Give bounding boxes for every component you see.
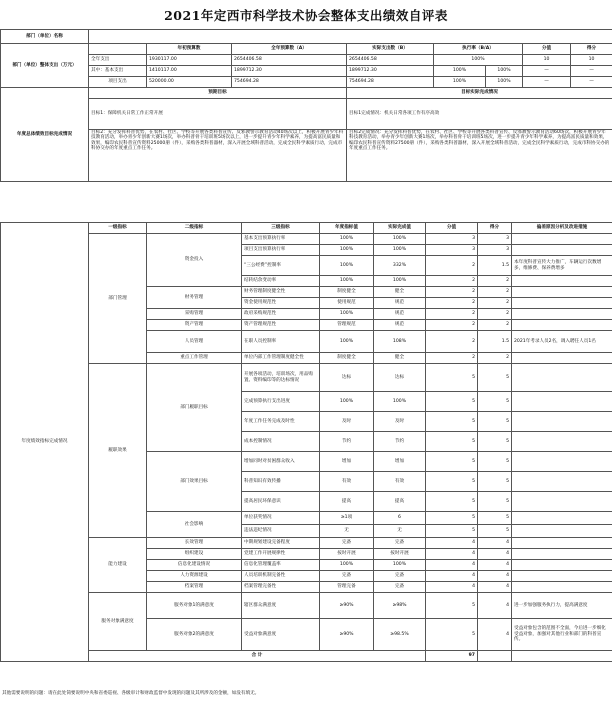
budget-label: 部门（单位）整体支出（万元）	[1, 44, 89, 88]
indicator-table	[0, 222, 612, 662]
actual-cell: 规范	[374, 320, 426, 331]
got-cell: 5	[478, 432, 512, 452]
score-cell: 2	[426, 331, 478, 353]
col-head-actual: 实际支出数（B）	[347, 44, 434, 55]
score-cell: 5	[426, 412, 478, 432]
actual-cell: 完备	[374, 571, 426, 582]
l3-cell: 档案管理完备性	[242, 582, 320, 593]
indicators-side-label: 年度绩效指标完成情况	[1, 223, 89, 662]
got-cell: 2	[478, 287, 512, 298]
score-cell: 5	[426, 392, 478, 412]
score-cell: 2	[426, 353, 478, 364]
footer-note: 其他需要说明的问题：请在此处简要说明中央和省委巡视、各级审计和财政监督中发现的问题及其所涉及的金额，如没有填无。	[2, 691, 260, 696]
l2-archive: 档案管理	[147, 582, 242, 593]
l1-perf: 履职效果	[89, 364, 147, 538]
actual-cell: 规范	[374, 309, 426, 320]
budget-initial: 1410117.00	[147, 66, 232, 77]
col-head-score: 分值	[523, 44, 571, 55]
budget-got: —	[571, 77, 612, 88]
budget-actual: 1899712.30	[347, 66, 434, 77]
actual-cell: 达标	[374, 364, 426, 392]
l3-cell: 资产管理规范性	[242, 320, 320, 331]
l3-cell: 开展各项活动，培训场次，用品购置、资料编印等的达标情况	[242, 364, 320, 392]
col-head-rate: 执行率（B/A）	[434, 44, 523, 55]
page-title: 2021年定西市科学技术协会整体支出绩效自评表	[164, 8, 448, 23]
l3-cell: 科普知识有效传播	[242, 472, 320, 492]
target-cell: ≥90%	[320, 619, 374, 651]
got-cell: 5	[478, 392, 512, 412]
got-cell: 1.5	[478, 256, 512, 276]
actual-cell: 规范	[374, 298, 426, 309]
ind-head-score: 分值	[426, 223, 478, 234]
l2-effect-goal: 部门效果目标	[147, 452, 242, 512]
budget-full: 1899712.30	[232, 66, 347, 77]
score-cell: 3	[426, 234, 478, 245]
l3-cell: 结转结余变动率	[242, 276, 320, 287]
note-cell	[512, 472, 612, 492]
note-cell	[512, 492, 612, 512]
goals-head-actual: 目标实际完成情况	[347, 88, 612, 99]
l3-cell: 单位获奖情况	[242, 512, 320, 525]
score-cell: 2	[426, 298, 478, 309]
l2-fund-input: 资金投入	[147, 234, 242, 287]
l3-cell: 财务管理制度健全性	[242, 287, 320, 298]
score-cell: 4	[426, 549, 478, 560]
got-cell: 5	[478, 452, 512, 472]
score-cell: 5	[426, 512, 478, 525]
l3-cell: 人员培训机制完备性	[242, 571, 320, 582]
actual-cell: 完备	[374, 538, 426, 549]
l3-cell: 信息化管理覆盖率	[242, 560, 320, 571]
target-cell: 按时开展	[320, 549, 374, 560]
l1-dept-mgmt: 部门管理	[89, 234, 147, 364]
score-cell: 5	[426, 525, 478, 538]
l2-info: 信息化建设情况	[147, 560, 242, 571]
got-cell: 5	[478, 364, 512, 392]
score-cell: 5	[426, 619, 478, 651]
l3-cell: 在职人员控制率	[242, 331, 320, 353]
budget-initial: 520000.00	[147, 77, 232, 88]
got-cell: 4	[478, 582, 512, 593]
goal2-actual: 目标2完成情况：充分发挥科普优势，在农村、社区、学校等开展各类科普宣传、反邪教警示教育活动60场次，积极开展青少年科技教育活动，举办青少年创新大赛1场次，举办科普骨干培训班5场次，进一步提升青少年科学素养，为提高富民质量和效果，编印农民科普宣传资料27500册（件），采购各类科普器材，深入开展全域科普活动，完成全民科学素质行动，完成市科协交办的年度重点工作任务。	[347, 130, 612, 182]
l2-key-work: 重点工作管理	[147, 353, 242, 364]
got-cell: 3	[478, 245, 512, 256]
score-cell: 5	[426, 593, 478, 619]
score-cell: 4	[426, 571, 478, 582]
actual-cell: 节约	[374, 432, 426, 452]
got-cell: 4	[478, 571, 512, 582]
ind-head-l1: 一级指标	[89, 223, 147, 234]
target-cell: 及时	[320, 412, 374, 432]
score-cell: 5	[426, 452, 478, 472]
ind-head-got: 得分	[478, 223, 512, 234]
got-cell: 4	[478, 619, 512, 651]
budget-got: —	[571, 66, 612, 77]
l1-capacity: 能力建设	[89, 538, 147, 593]
target-cell: 100%	[320, 392, 374, 412]
ind-head-actual: 实际完成值	[374, 223, 426, 234]
ind-head-note: 偏差原因分析及改进措施	[512, 223, 612, 234]
score-cell: 5	[426, 492, 478, 512]
actual-cell: 健全	[374, 353, 426, 364]
l2-sat-2: 服务对象2的满意度	[147, 619, 242, 651]
got-cell: 2	[478, 320, 512, 331]
got-cell: 4	[478, 549, 512, 560]
actual-cell: 100%	[374, 276, 426, 287]
ind-head-l2: 二级指标	[147, 223, 242, 234]
budget-rate2: 100%	[486, 77, 523, 88]
target-cell: 管理规范	[320, 320, 374, 331]
target-cell: ≥90%	[320, 593, 374, 619]
l3-cell: 年度工作任务完成及时性	[242, 412, 320, 432]
score-cell: 2	[426, 287, 478, 298]
actual-cell: 108%	[374, 331, 426, 353]
target-cell: 节约	[320, 432, 374, 452]
score-cell: 4	[426, 538, 478, 549]
goal1-actual: 目标1完成情况：机关日常各项工作有序高效	[347, 99, 612, 130]
budget-row-name: 项目支出	[89, 77, 147, 88]
got-cell: 5	[478, 412, 512, 432]
l2-duty-goal: 部门履职目标	[147, 364, 242, 452]
l3-cell: 资金使用规范性	[242, 298, 320, 309]
got-cell: 4	[478, 593, 512, 619]
got-cell: 2	[478, 309, 512, 320]
l2-longterm: 长效管理	[147, 538, 242, 549]
target-cell: 有效	[320, 472, 374, 492]
note-cell	[512, 582, 612, 593]
note-cell	[512, 452, 612, 472]
got-cell: 2	[478, 353, 512, 364]
budget-full: 754694.28	[232, 77, 347, 88]
budget-row-name: 全年支出	[89, 55, 147, 66]
l3-cell: 中期规划建设完备程度	[242, 538, 320, 549]
goals-label: 年度总体绩效目标完成情况	[1, 88, 89, 182]
note-cell	[512, 245, 612, 256]
dept-label: 部门（单位）名称	[1, 30, 89, 44]
note-cell	[512, 560, 612, 571]
note-cell	[512, 298, 612, 309]
target-cell: 100%	[320, 331, 374, 353]
score-cell: 2	[426, 276, 478, 287]
actual-cell: ≥98.5%	[374, 619, 426, 651]
l2-personnel: 人员管理	[147, 331, 242, 353]
score-cell: 4	[426, 560, 478, 571]
actual-cell: ≥98%	[374, 593, 426, 619]
l3-cell: 完成预算执行支出进度	[242, 392, 320, 412]
got-cell: 2	[478, 298, 512, 309]
l3-cell: “三公经费”控制率	[242, 256, 320, 276]
got-cell: 4	[478, 560, 512, 571]
note-cell	[512, 353, 612, 364]
note-cell: 进一步加强服务执行力，提高满意度	[512, 593, 612, 619]
l2-finance: 财务管理	[147, 287, 242, 309]
note-cell	[512, 571, 612, 582]
col-head-initial: 年初预算数	[147, 44, 232, 55]
budget-actual: 754694.28	[347, 77, 434, 88]
col-head-got: 得分	[571, 44, 612, 55]
total-value: 97	[426, 651, 478, 662]
score-cell: 2	[426, 309, 478, 320]
actual-cell: 6	[374, 512, 426, 525]
note-cell	[512, 512, 612, 525]
target-cell: ≥1项	[320, 512, 374, 525]
actual-cell: 增加	[374, 452, 426, 472]
dept-value	[89, 30, 612, 44]
target-cell: 提高	[320, 492, 374, 512]
note-cell	[512, 234, 612, 245]
l2-hr: 人力资源建设	[147, 571, 242, 582]
budget-score: —	[523, 66, 571, 77]
target-cell: 制度健全	[320, 353, 374, 364]
score-cell: 2	[426, 320, 478, 331]
budget-rate2: 100%	[486, 66, 523, 77]
note-cell	[512, 364, 612, 392]
budget-got: 10	[571, 55, 612, 66]
goal1-plan: 目标1：保障机关日常工作正常开展	[89, 99, 347, 130]
goals-head-plan: 预期目标	[89, 88, 347, 99]
budget-actual: 2654406.58	[347, 55, 434, 66]
note-cell	[512, 287, 612, 298]
note-cell	[512, 309, 612, 320]
target-cell: 管理完备	[320, 582, 374, 593]
l2-social: 社会影响	[147, 512, 242, 538]
actual-cell: 有效	[374, 472, 426, 492]
got-cell: 5	[478, 525, 512, 538]
budget-score: 10	[523, 55, 571, 66]
score-cell: 5	[426, 364, 478, 392]
note-cell	[512, 412, 612, 432]
target-cell: 达标	[320, 364, 374, 392]
got-cell: 4	[478, 538, 512, 549]
l3-cell: 政府采购规范性	[242, 309, 320, 320]
score-cell: 5	[426, 432, 478, 452]
budget-rate: 100%	[434, 66, 486, 77]
target-cell: 无	[320, 525, 374, 538]
target-cell: 100%	[320, 256, 374, 276]
note-cell: 本年度科普宣传大力推广，车辆运行次数增多，维修费、保养费增多	[512, 256, 612, 276]
actual-cell: 无	[374, 525, 426, 538]
got-cell: 5	[478, 472, 512, 492]
col-head-full: 全年预算数（A）	[232, 44, 347, 55]
l2-asset: 资产管理	[147, 320, 242, 331]
l3-cell: 基本支出预算执行率	[242, 234, 320, 245]
score-cell: 4	[426, 582, 478, 593]
note-cell	[512, 525, 612, 538]
score-cell: 3	[426, 245, 478, 256]
actual-cell: 完备	[374, 582, 426, 593]
actual-cell: 100%	[374, 392, 426, 412]
note-cell	[512, 549, 612, 560]
l2-sat-1: 服务对象1的满意度	[147, 593, 242, 619]
l3-cell: 增加同时对贫困群众收入	[242, 452, 320, 472]
target-cell: 100%	[320, 234, 374, 245]
target-cell: 增加	[320, 452, 374, 472]
total-label: 合 计	[89, 651, 426, 662]
budget-rate: 100%	[434, 55, 523, 66]
actual-cell: 健全	[374, 287, 426, 298]
target-cell: 100%	[320, 245, 374, 256]
budget-full: 2654406.58	[232, 55, 347, 66]
note-cell	[512, 538, 612, 549]
l3-cell: 辖区群众满意度	[242, 593, 320, 619]
actual-cell: 提高	[374, 492, 426, 512]
l3-cell: 受益对象满意度	[242, 619, 320, 651]
target-cell: 完备	[320, 538, 374, 549]
target-cell: 100%	[320, 276, 374, 287]
target-cell: 制度健全	[320, 287, 374, 298]
l3-cell: 提高居民环保意识	[242, 492, 320, 512]
ind-head-target: 年度指标值	[320, 223, 374, 234]
got-cell: 2	[478, 276, 512, 287]
l3-cell: 成本控制情况	[242, 432, 320, 452]
note-cell	[512, 320, 612, 331]
budget-row-name: 其中：基本支出	[89, 66, 147, 77]
actual-cell: 100%	[374, 234, 426, 245]
got-cell: 1.5	[478, 331, 512, 353]
ind-head-l3: 三级指标	[242, 223, 320, 234]
actual-cell: 及时	[374, 412, 426, 432]
got-cell: 5	[478, 492, 512, 512]
note-cell	[512, 392, 612, 412]
note-cell: 2021年考录人员2名，调入聘任人员1名	[512, 331, 612, 353]
target-cell: 使用规范	[320, 298, 374, 309]
note-cell: 受益对象包含的范围不全面，今后进一步细化受益对象，加强对其他行业和部门的科普宣传。	[512, 619, 612, 651]
score-cell: 2	[426, 256, 478, 276]
budget-rate: 100%	[434, 77, 486, 88]
actual-cell: 100%	[374, 560, 426, 571]
target-cell: 100%	[320, 309, 374, 320]
budget-initial: 1930117.00	[147, 55, 232, 66]
got-cell: 3	[478, 234, 512, 245]
target-cell: 完备	[320, 571, 374, 582]
budget-table	[0, 29, 612, 182]
l3-cell: 项目支出预算执行率	[242, 245, 320, 256]
budget-score: —	[523, 77, 571, 88]
target-cell: 100%	[320, 560, 374, 571]
note-cell	[512, 432, 612, 452]
goal2-plan: 目标2：充分发挥科普优势，在农村、社区、学校等开展各类科普宣传、反邪教警示教育活动40场次以上，积极开展青少年科技教育活动，举办青少年创新大赛1场次，举办科普骨干培训班5场次以上，进一步提升青少年科学素养，为提高富民质量和效果，编印农民科普宣传资料25000册（件），采购各类科普器材，深入开展全域科普活动，完成全民科学素质行动，完成市科协交办的年度重点工作任务。	[89, 130, 347, 182]
l1-satisfaction: 服务对象满意度	[89, 593, 147, 651]
actual-cell: 332%	[374, 256, 426, 276]
l2-procure: 采购管理	[147, 309, 242, 320]
l3-cell: 违法违纪情况	[242, 525, 320, 538]
l3-cell: 单位内部工作管理制度健全性	[242, 353, 320, 364]
l3-cell: 党建工作开展规律性	[242, 549, 320, 560]
l2-org: 组织建设	[147, 549, 242, 560]
actual-cell: 100%	[374, 245, 426, 256]
score-cell: 5	[426, 472, 478, 492]
actual-cell: 按时开展	[374, 549, 426, 560]
got-cell: 5	[478, 512, 512, 525]
note-cell	[512, 276, 612, 287]
